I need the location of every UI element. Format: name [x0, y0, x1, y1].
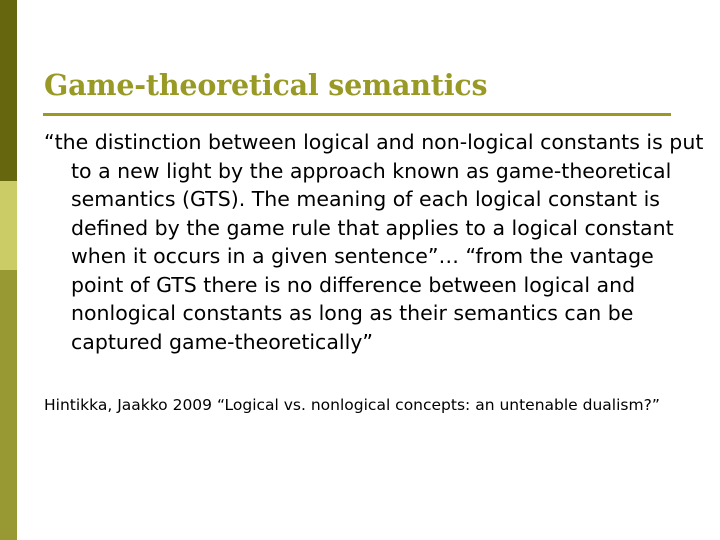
quote-paragraph: “the distinction between logical and non-logical constants is put to a new light by the approach known as game-theoretical semantics (GTS). The meaning of each logical constant is defined by the game rule that applies to a logical constant when it occurs in a given sentence”… “from the vantage point of GTS there is no difference between logical and nonlogical constants as long as their semantics can be captured game-theoretically” [44, 130, 704, 354]
title-underline [43, 113, 671, 116]
side-bar-dark-segment [0, 0, 17, 181]
side-bar-light-segment [0, 181, 17, 270]
citation-paragraph: Hintikka, Jaakko 2009 “Logical vs. nonlogical concepts: an untenable dualism?” [44, 396, 660, 414]
slide-title: Game-theoretical semantics [44, 68, 488, 102]
side-bar-mid-segment [0, 270, 17, 540]
